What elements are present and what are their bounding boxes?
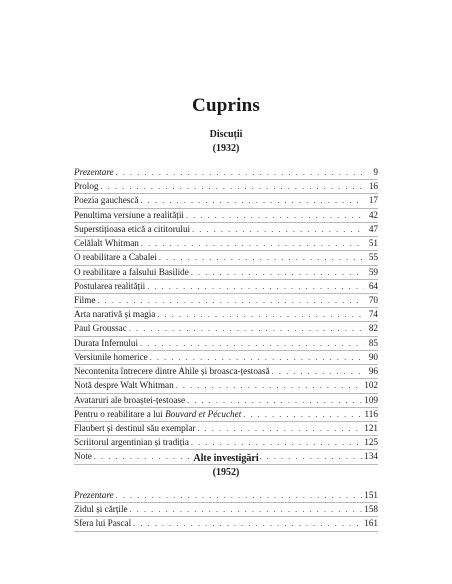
toc-entry xyxy=(74,394,378,407)
toc-entry-title xyxy=(74,337,140,350)
toc-entry xyxy=(74,337,378,350)
toc-entry-title-text: Superstițioasa etică a cititorului xyxy=(74,223,191,234)
toc-entry xyxy=(74,237,378,250)
toc-entry xyxy=(74,251,378,264)
toc-entry-title-text: O reabilitare a falsului Basilide xyxy=(74,266,189,277)
toc-entry-page-number: 47 xyxy=(368,223,378,234)
toc-entry xyxy=(74,166,378,179)
dot-leader xyxy=(150,351,364,364)
dot-leader xyxy=(243,408,362,421)
toc-entry-title-text: Prezentare xyxy=(74,167,114,177)
toc-entry-page-number: 42 xyxy=(368,209,378,220)
toc-entry-page-number: 17 xyxy=(368,195,378,206)
dot-leader xyxy=(116,489,363,502)
toc-entry-page-number: 102 xyxy=(364,380,378,391)
toc-entry-title-text: Pentru o reabilitare a lui xyxy=(74,408,166,419)
toc-entry-title xyxy=(74,422,197,435)
toc-entry-title-text: Durata Infernului xyxy=(74,337,139,348)
toc-entry xyxy=(74,223,378,236)
toc-entry-page-number: 125 xyxy=(364,437,378,448)
section-heading-discutii: Discuții xyxy=(209,129,243,140)
toc-entry-title-text: Postularea realității xyxy=(74,280,146,291)
toc-entry-page-number: 134 xyxy=(364,451,378,462)
toc-entry-page-number: 74 xyxy=(368,309,378,320)
toc-entry xyxy=(74,294,378,307)
toc-entry xyxy=(74,408,378,421)
toc-entry-page-number: 51 xyxy=(368,238,378,249)
dot-leader xyxy=(192,223,364,236)
dot-leader xyxy=(140,337,364,350)
toc-entry-title xyxy=(74,379,176,392)
dot-leader xyxy=(101,180,364,193)
toc-entry-page-number: 161 xyxy=(364,518,378,529)
dot-leader xyxy=(129,322,364,335)
toc-entry-page-number: 55 xyxy=(368,252,378,263)
toc-entry-title-text: Prolog xyxy=(74,181,99,192)
dot-leader xyxy=(116,166,364,179)
toc-entry-title xyxy=(74,194,141,207)
toc-entry xyxy=(74,280,378,293)
toc-entry-page-number: 16 xyxy=(368,181,378,192)
dot-leader xyxy=(133,517,362,530)
toc-entry-page-number: 158 xyxy=(364,504,378,515)
row-divider xyxy=(74,531,378,532)
toc-entry-title xyxy=(74,251,159,264)
dot-leader xyxy=(147,280,364,293)
toc-entry-title-text: Celălalt Whitman xyxy=(74,238,139,249)
toc-entry-title xyxy=(74,166,116,179)
toc-entry xyxy=(74,308,378,321)
dot-leader xyxy=(141,237,364,250)
toc-list-discutii xyxy=(74,166,378,465)
toc-entry xyxy=(74,436,378,449)
toc-entry-title xyxy=(74,294,97,307)
toc-entry-title-text: Zidul și cărțile xyxy=(74,504,128,515)
toc-list-alte-investigari xyxy=(74,489,378,532)
toc-entry-title xyxy=(74,489,116,502)
toc-entry xyxy=(74,365,378,378)
toc-entry-title-text: Filme xyxy=(74,294,96,305)
dot-leader xyxy=(159,251,364,264)
toc-entry-title-text: Necontenita întrecere dintre Ahile și broasca-țestoasă xyxy=(74,366,270,377)
dot-leader xyxy=(191,266,364,279)
toc-entry-page-number: 82 xyxy=(368,323,378,334)
toc-entry-title-text: Poezia gauchescă xyxy=(74,195,139,206)
toc-entry-title xyxy=(74,223,192,236)
toc-entry-title-text: Sfera lui Pascal xyxy=(74,518,132,529)
toc-entry xyxy=(74,266,378,279)
dot-leader xyxy=(186,209,364,222)
toc-entry-title-italic: Bouvard et Pécuchet xyxy=(165,408,242,419)
toc-entry-title xyxy=(74,180,101,193)
toc-entry-title xyxy=(74,517,133,530)
toc-entry-page-number: 70 xyxy=(368,294,378,305)
dot-leader xyxy=(157,308,364,321)
toc-entry xyxy=(74,379,378,392)
toc-entry xyxy=(74,322,378,335)
toc-entry-title xyxy=(74,209,186,222)
toc-entry-title-text: Avataruri ale broaștei-țestoase xyxy=(74,394,186,405)
toc-entry-page-number: 96 xyxy=(368,366,378,377)
toc-entry-title xyxy=(74,322,129,335)
toc-entry xyxy=(74,209,378,222)
toc-entry xyxy=(74,194,378,207)
toc-entry xyxy=(74,517,378,530)
toc-entry-title-text: Flaubert și destinul său exemplar xyxy=(74,422,196,433)
dot-leader xyxy=(97,294,364,307)
dot-leader xyxy=(187,394,362,407)
toc-entry-title xyxy=(74,394,187,407)
toc-entry-title xyxy=(74,308,157,321)
toc-entry-title-text: Notă despre Walt Whitman xyxy=(74,380,174,391)
toc-entry-title-text: Paul Groussac xyxy=(74,323,127,334)
toc-entry-title xyxy=(74,408,243,421)
toc-entry-page-number: 90 xyxy=(368,351,378,362)
toc-entry-page-number: 85 xyxy=(368,337,378,348)
toc-entry-title-text: Prezentare xyxy=(74,490,114,500)
toc-entry-title xyxy=(74,436,191,449)
toc-entry xyxy=(74,180,378,193)
toc-entry-page-number: 121 xyxy=(364,422,378,433)
dot-leader xyxy=(272,365,364,378)
toc-entry-title-text: Scriitorul argentinian și tradiția xyxy=(74,437,189,448)
toc-entry xyxy=(74,351,378,364)
toc-entry-title xyxy=(74,266,191,279)
toc-entry-title xyxy=(74,351,150,364)
page-title: Cuprins xyxy=(192,95,260,116)
toc-entry-title xyxy=(74,365,272,378)
toc-entry-title xyxy=(74,280,147,293)
toc-entry-title-text: Arta narativă și magia xyxy=(74,309,156,320)
dot-leader xyxy=(141,194,364,207)
section-year-alte-investigari: (1952) xyxy=(212,467,240,478)
toc-entry-page-number: 64 xyxy=(368,280,378,291)
dot-leader xyxy=(176,379,363,392)
toc-entry-title-text: Note xyxy=(74,451,92,462)
toc-entry-page-number: 109 xyxy=(364,394,378,405)
toc-entry-title-text: Penultima versiune a realității xyxy=(74,209,184,220)
toc-entry xyxy=(74,503,378,516)
dot-leader xyxy=(197,422,362,435)
section-heading-alte-investigari: Alte investigări xyxy=(193,453,259,464)
toc-entry-page-number: 59 xyxy=(368,266,378,277)
toc-entry xyxy=(74,422,378,435)
toc-entry-title xyxy=(74,237,141,250)
toc-entry-page-number: 151 xyxy=(364,490,378,500)
dot-leader xyxy=(191,436,362,449)
toc-entry-title-text: O reabilitare a Cabalei xyxy=(74,252,157,263)
dot-leader xyxy=(130,503,363,516)
toc-entry-page-number: 9 xyxy=(373,167,378,177)
toc-entry-title xyxy=(74,503,130,516)
toc-entry-title-text: Versiunile homerice xyxy=(74,351,148,362)
section-year-discutii: (1932) xyxy=(212,143,240,154)
toc-entry-page-number: 116 xyxy=(364,408,378,419)
toc-entry xyxy=(74,489,378,502)
